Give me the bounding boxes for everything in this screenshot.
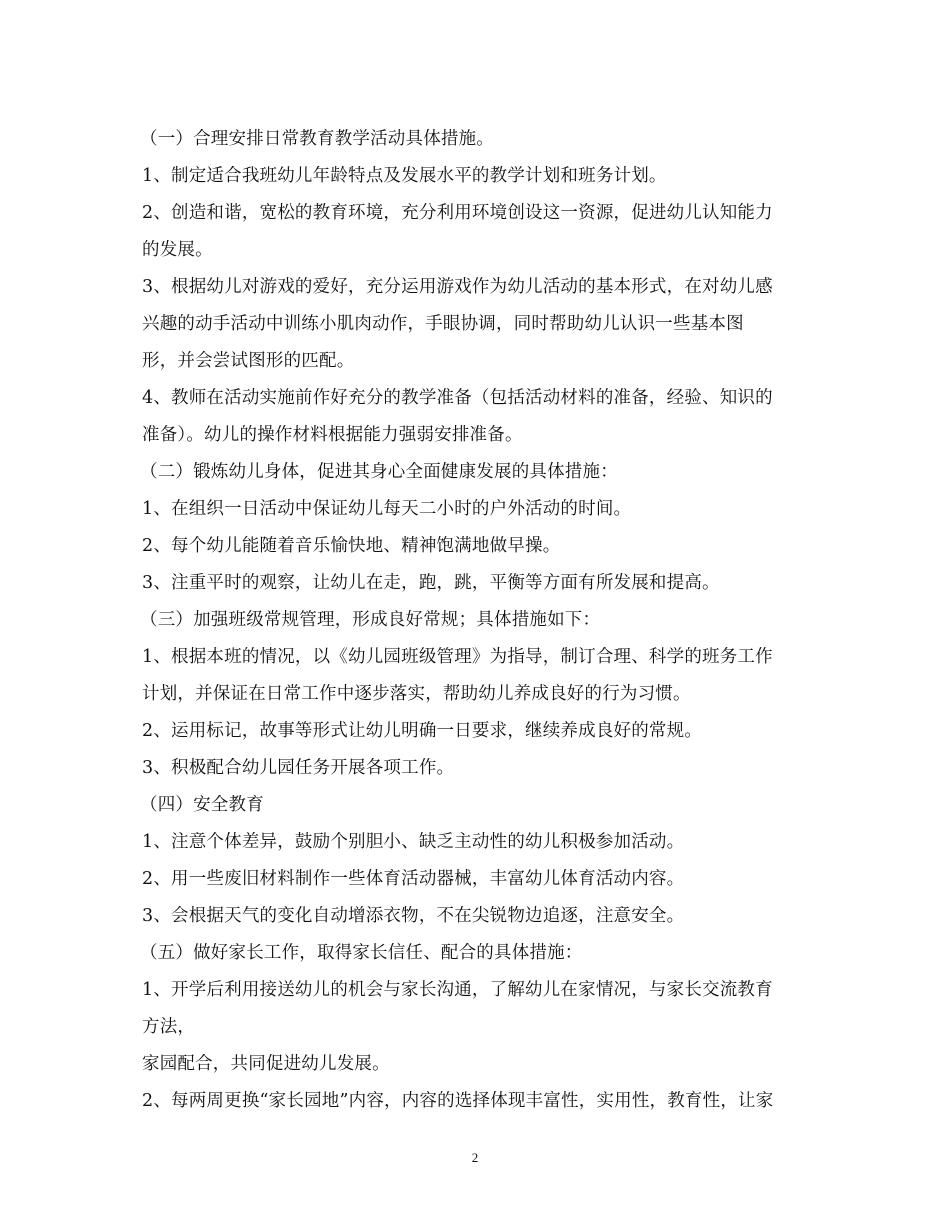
paragraph-line: 3、注重平时的观察，让幼儿在走，跑，跳，平衡等方面有所发展和提高。 [142,573,720,593]
section-heading-1: （一）合理安排日常教育教学活动具体措施。 [140,129,494,149]
paragraph-line: 2、每两周更换“家长园地”内容，内容的选择体现丰富性，实用性，教育性，让家 [142,1091,774,1111]
paragraph-line: 2、创造和谐，宽松的教育环境，充分利用环境创设这一资源，促进幼儿认知能力 [142,203,773,223]
paragraph-line: 家园配合，共同促进幼儿发展。 [142,1054,390,1074]
paragraph-line: 3、根据幼儿对游戏的爱好，充分运用游戏作为幼儿活动的基本形式，在对幼儿感 [142,277,773,297]
paragraph-line: 1、制定适合我班幼儿年龄特点及发展水平的教学计划和班务计划。 [142,166,667,186]
paragraph-line: 计划，并保证在日常工作中逐步落实，帮助幼儿养成良好的行为习惯。 [142,684,691,704]
paragraph-line: 兴趣的动手活动中训练小肌肉动作，手眼协调，同时帮助幼儿认识一些基本图 [142,314,744,334]
paragraph-line: 形，并会尝试图形的匹配。 [142,351,355,371]
paragraph-line: 4、教师在活动实施前作好充分的教学准备（包括活动材料的准备，经验、知识的 [142,388,773,408]
section-heading-3: （三）加强班级常规管理，形成良好常规；具体措施如下： [140,610,601,630]
paragraph-line: 1、注意个体差异，鼓励个别胆小、缺乏主动性的幼儿积极参加活动。 [142,832,685,852]
paragraph-line: 2、运用标记，故事等形式让幼儿明确一日要求，继续养成良好的常规。 [142,721,703,741]
paragraph-line: 准备）。幼儿的操作材料根据能力强弱安排准备。 [142,425,523,445]
paragraph-line: 3、会根据天气的变化自动增添衣物，不在尖锐物边追逐，注意安全。 [142,906,685,926]
paragraph-line: 方法， [142,1017,196,1037]
paragraph-line: 1、根据本班的情况，以《幼儿园班级管理》为指导，制订合理、科学的班务工作 [142,647,773,667]
paragraph-line: 1、在组织一日活动中保证幼儿每天二小时的户外活动的时间。 [142,499,632,519]
page-number: 2 [471,1150,479,1165]
section-heading-2: （二）锻炼幼儿身体，促进其身心全面健康发展的具体措施： [140,462,618,482]
paragraph-line: 的发展。 [142,240,213,260]
section-heading-5: （五）做好家长工作，取得家长信任、配合的具体措施： [140,943,583,963]
paragraph-line: 2、每个幼儿能随着音乐愉快地、精神饱满地做早操。 [142,536,561,556]
section-heading-4: （四）安全教育 [140,795,264,815]
paragraph-line: 3、积极配合幼儿园任务开展各项工作。 [142,758,455,778]
paragraph-line: 2、用一些废旧材料制作一些体育活动器械，丰富幼儿体育活动内容。 [142,869,685,889]
paragraph-line: 1、开学后利用接送幼儿的机会与家长沟通，了解幼儿在家情况，与家长交流教育 [142,980,773,1000]
